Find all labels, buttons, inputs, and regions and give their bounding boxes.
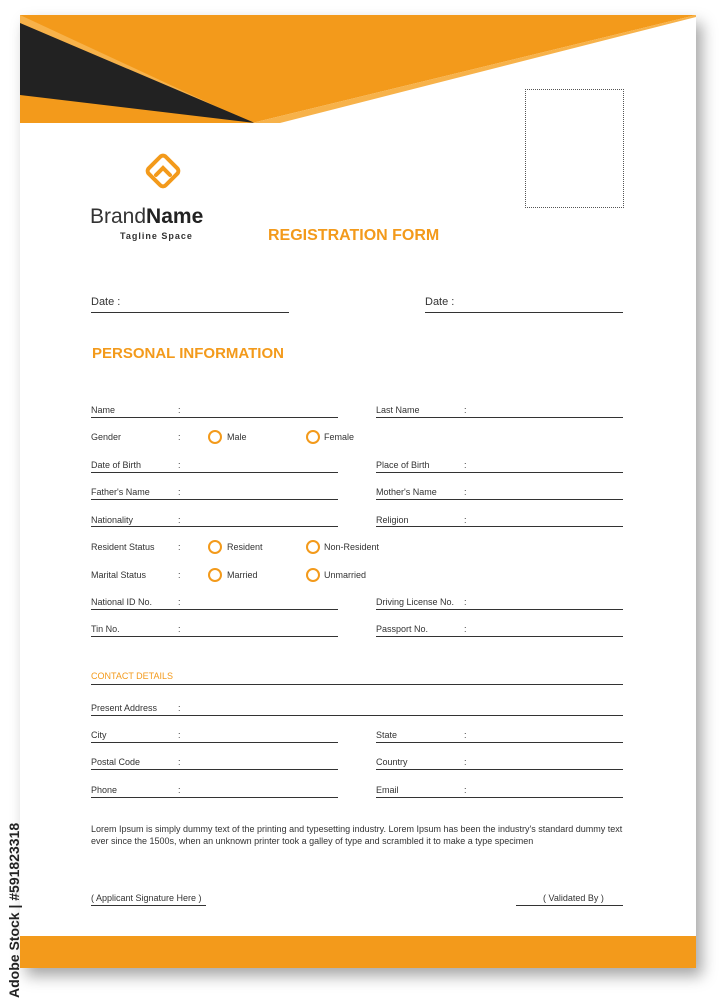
- colon: :: [178, 785, 181, 795]
- marital-status-label: Marital Status: [91, 570, 147, 580]
- footer-bar: [20, 936, 696, 968]
- name-label: Name: [91, 405, 116, 415]
- colon: :: [464, 405, 467, 415]
- tin-field[interactable]: [91, 636, 338, 637]
- city-label: City: [91, 730, 107, 740]
- colon: :: [464, 597, 467, 607]
- date-field-left[interactable]: [91, 312, 289, 313]
- brand-name: BrandName: [90, 205, 204, 228]
- father-name-field[interactable]: [91, 499, 338, 500]
- personal-information-heading: PERSONAL INFORMATION: [92, 345, 284, 362]
- colon: :: [178, 624, 181, 634]
- colon: :: [178, 487, 181, 497]
- applicant-signature-label[interactable]: ( Applicant Signature Here ): [91, 893, 202, 903]
- gender-female-label: Female: [324, 432, 355, 442]
- colon: :: [178, 515, 181, 525]
- colon: :: [178, 405, 181, 415]
- driving-license-label: Driving License No.: [376, 597, 455, 607]
- colon: :: [178, 597, 181, 607]
- date-field-right[interactable]: [425, 312, 623, 313]
- colon: :: [464, 515, 467, 525]
- nationality-field[interactable]: [91, 526, 338, 527]
- passport-field[interactable]: [376, 636, 623, 637]
- date-label-left: Date :: [91, 296, 121, 308]
- place-of-birth-label: Place of Birth: [376, 460, 430, 470]
- contact-divider: [91, 684, 623, 685]
- phone-label: Phone: [91, 785, 118, 795]
- place-of-birth-field[interactable]: [376, 472, 623, 473]
- date-label-right: Date :: [425, 296, 455, 308]
- postal-code-field[interactable]: [91, 769, 338, 770]
- applicant-signature-line: [91, 905, 206, 906]
- colon: :: [178, 730, 181, 740]
- married-radio[interactable]: [208, 568, 222, 582]
- last-name-field[interactable]: [376, 417, 623, 418]
- mother-name-label: Mother's Name: [376, 487, 437, 497]
- country-label: Country: [376, 757, 408, 767]
- gender-male-label: Male: [227, 432, 247, 442]
- brand-tagline: Tagline Space: [120, 231, 193, 241]
- colon: :: [464, 757, 467, 767]
- religion-label: Religion: [376, 515, 409, 525]
- gender-label: Gender: [91, 432, 122, 442]
- state-field[interactable]: [376, 742, 623, 743]
- last-name-label: Last Name: [376, 405, 420, 415]
- dob-field[interactable]: [91, 472, 338, 473]
- colon: :: [464, 460, 467, 470]
- gender-female-radio[interactable]: [306, 430, 320, 444]
- name-field[interactable]: [91, 417, 338, 418]
- brand-logo-icon: [142, 150, 184, 192]
- unmarried-radio[interactable]: [306, 568, 320, 582]
- nationality-label: Nationality: [91, 515, 134, 525]
- colon: :: [464, 785, 467, 795]
- colon: :: [464, 624, 467, 634]
- driving-license-field[interactable]: [376, 609, 623, 610]
- phone-field[interactable]: [91, 797, 338, 798]
- state-label: State: [376, 730, 398, 740]
- mother-name-field[interactable]: [376, 499, 623, 500]
- svg-text:Adobe Stock | #591823318: Adobe Stock | #591823318: [6, 822, 22, 998]
- colon: :: [464, 730, 467, 740]
- dob-label: Date of Birth: [91, 460, 142, 470]
- resident-status-label: Resident Status: [91, 542, 155, 552]
- colon: :: [178, 703, 181, 713]
- colon: :: [178, 570, 181, 580]
- present-address-field[interactable]: [91, 715, 623, 716]
- email-label: Email: [376, 785, 399, 795]
- colon: :: [178, 460, 181, 470]
- resident-label: Resident: [227, 542, 263, 552]
- national-id-field[interactable]: [91, 609, 338, 610]
- colon: :: [178, 757, 181, 767]
- non-resident-label: Non-Resident: [324, 542, 380, 552]
- contact-details-heading: CONTACT DETAILS: [91, 671, 174, 681]
- unmarried-label: Unmarried: [324, 570, 367, 580]
- colon: :: [178, 542, 181, 552]
- form-sheet: [20, 15, 696, 968]
- married-label: Married: [227, 570, 258, 580]
- form-title: REGISTRATION FORM: [268, 227, 440, 244]
- passport-label: Passport No.: [376, 624, 429, 634]
- validated-by-label[interactable]: ( Validated By ): [543, 893, 604, 903]
- national-id-label: National ID No.: [91, 597, 153, 607]
- photo-placeholder[interactable]: [525, 89, 624, 208]
- terms-paragraph: Lorem Ipsum is simply dummy text of the printing and typesetting industry. Lorem Ipsum has been the industry's standard dummy text ever since the 1500s, when an unknown printer took a galley of type and scrambled it to make a type specimen: [91, 824, 623, 846]
- gender-male-radio[interactable]: [208, 430, 222, 444]
- non-resident-radio[interactable]: [306, 540, 320, 554]
- resident-radio[interactable]: [208, 540, 222, 554]
- city-field[interactable]: [91, 742, 338, 743]
- tin-label: Tin No.: [91, 624, 120, 634]
- present-address-label: Present Address: [91, 703, 158, 713]
- validated-by-line: [516, 905, 623, 906]
- email-field[interactable]: [376, 797, 623, 798]
- postal-code-label: Postal Code: [91, 757, 141, 767]
- country-field[interactable]: [376, 769, 623, 770]
- religion-field[interactable]: [376, 526, 623, 527]
- stock-watermark: [0, 770, 28, 1000]
- colon: :: [464, 487, 467, 497]
- father-name-label: Father's Name: [91, 487, 150, 497]
- colon: :: [178, 432, 181, 442]
